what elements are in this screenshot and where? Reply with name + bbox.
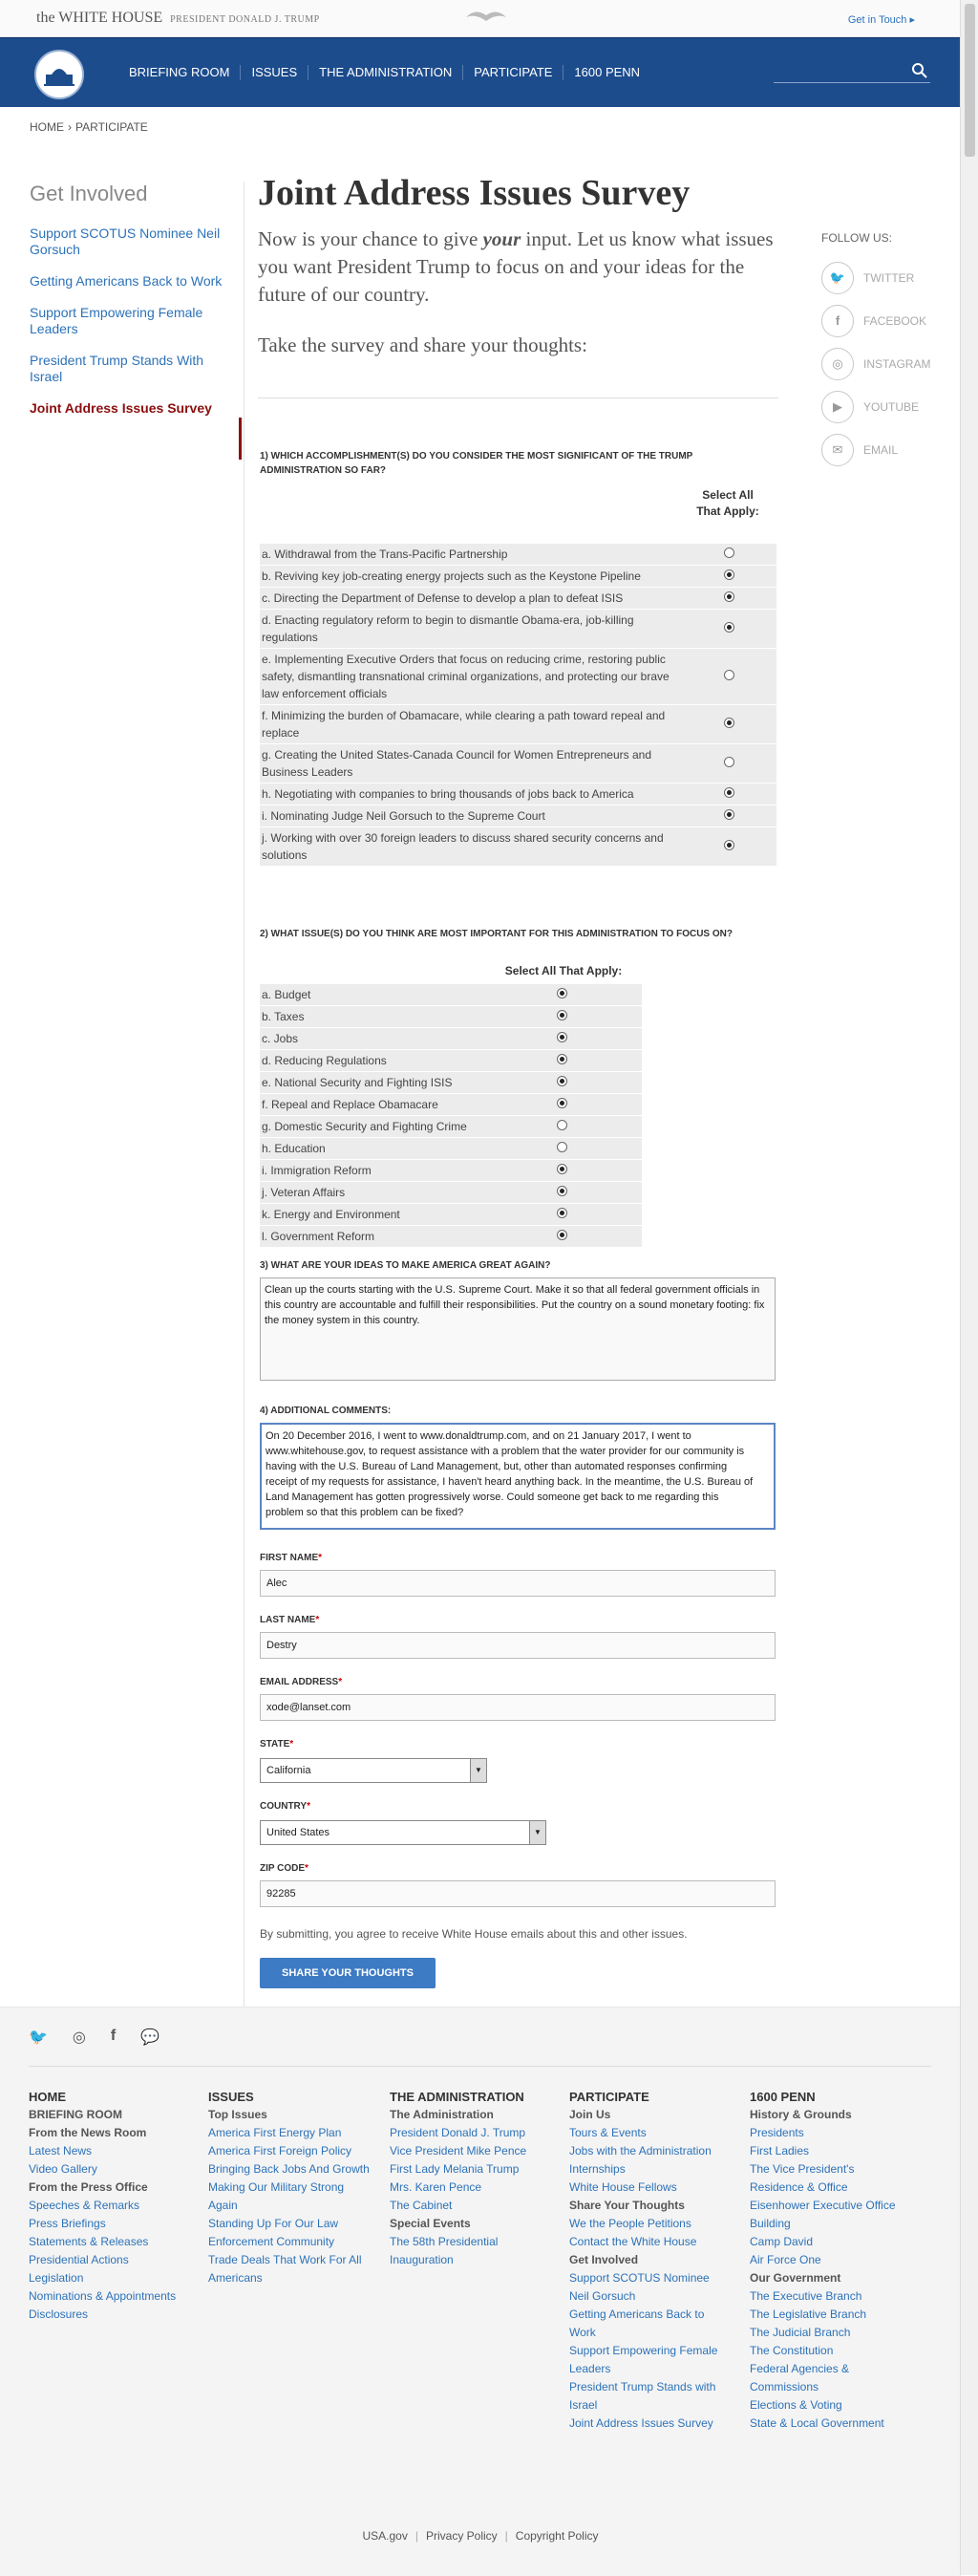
disclaimer: By submitting, you agree to receive White House emails about this and other issues. bbox=[260, 1927, 688, 1941]
follow-facebook[interactable] bbox=[821, 299, 930, 342]
q2-option-cell bbox=[481, 1094, 642, 1116]
main-nav bbox=[0, 37, 961, 107]
last-name-field[interactable]: Destry bbox=[260, 1632, 776, 1659]
q1-option-radio[interactable] bbox=[724, 569, 734, 580]
q2-option-cell bbox=[481, 1028, 642, 1050]
state-label bbox=[260, 1739, 293, 1750]
youtube-icon[interactable]: ▶ bbox=[821, 391, 854, 423]
footer-subheading[interactable]: From the News Room bbox=[29, 2126, 147, 2139]
state-label-text: STATE bbox=[260, 1739, 290, 1750]
q2-option-label: g. Domestic Security and Fighting Crime bbox=[260, 1116, 481, 1138]
q1-option-cell bbox=[682, 544, 776, 566]
q2-option-label: b. Taxes bbox=[260, 1006, 481, 1028]
footer-link[interactable]: President Donald J. Trump bbox=[390, 2126, 526, 2139]
eagle-seal-icon bbox=[464, 6, 508, 27]
footer-link[interactable]: White House Fellows bbox=[569, 2180, 677, 2194]
q1-option-cell bbox=[682, 566, 776, 588]
q1-option-row bbox=[260, 705, 776, 744]
required-mark: * bbox=[315, 1615, 320, 1625]
q2-option-cell bbox=[481, 1204, 642, 1226]
scrollbar-thumb[interactable] bbox=[965, 4, 975, 157]
facebook-icon[interactable]: f bbox=[821, 305, 854, 337]
follow-label[interactable]: EMAIL bbox=[863, 442, 899, 457]
q1-option-cell bbox=[682, 744, 776, 784]
footer-link[interactable]: America First Energy Plan bbox=[208, 2126, 342, 2139]
footer-link[interactable]: Latest News bbox=[29, 2144, 93, 2157]
nav-item-briefing-room[interactable]: BRIEFING ROOM bbox=[118, 65, 241, 80]
divider bbox=[258, 397, 778, 398]
footer-link[interactable]: First Lady Melania Trump bbox=[390, 2162, 520, 2176]
q1-option-cell bbox=[682, 588, 776, 610]
footer-col-administration bbox=[390, 2088, 562, 2269]
brand-subtitle: PRESIDENT DONALD J. TRUMP bbox=[170, 14, 320, 25]
q1-option-label: d. Enacting regulatory reform to begin to dismantle Obama-era, job-killing regulations bbox=[260, 610, 682, 649]
q1-option-radio[interactable] bbox=[724, 840, 734, 850]
q2-option-row bbox=[260, 1006, 642, 1028]
footer-link[interactable]: Jobs with the Administration bbox=[569, 2144, 712, 2157]
q1-option-row bbox=[260, 784, 776, 805]
country-select[interactable] bbox=[260, 1820, 546, 1845]
q2-option-radio[interactable] bbox=[557, 1186, 567, 1196]
q1-option-radio[interactable] bbox=[724, 670, 734, 680]
footer-social bbox=[29, 2028, 184, 2047]
q1-option-label: b. Reviving key job-creating energy projects such as the Keystone Pipeline bbox=[260, 566, 682, 588]
breadcrumb-home[interactable]: HOME bbox=[30, 120, 64, 134]
q1-option-row bbox=[260, 544, 776, 566]
email-label bbox=[260, 1677, 342, 1687]
required-mark: * bbox=[305, 1863, 308, 1874]
email-field[interactable]: xode@lanset.com bbox=[260, 1694, 776, 1721]
q2-option-row bbox=[260, 1116, 642, 1138]
first-name-field[interactable]: Alec bbox=[260, 1570, 776, 1597]
footer-link[interactable]: Trade Deals That Work For All Americans bbox=[208, 2253, 362, 2285]
footer-link[interactable]: Bringing Back Jobs And Growth bbox=[208, 2162, 370, 2176]
required-mark: * bbox=[338, 1677, 343, 1687]
q2-option-radio[interactable] bbox=[557, 1098, 567, 1108]
q1-option-row bbox=[260, 566, 776, 588]
footer-link[interactable]: Nominations & Appointments bbox=[29, 2289, 177, 2303]
ideas-textarea[interactable]: Clean up the courts starting with the U.S. Supreme Court. Make it so that all federal government officials in this country are accountable and fulfill their responsibilities. Put the country on a sound monetary footing: fix the money system in this country. bbox=[260, 1277, 776, 1381]
q2-option-cell bbox=[481, 1116, 642, 1138]
footer-link[interactable]: Support Empowering Female Leaders bbox=[569, 2344, 718, 2375]
required-mark: * bbox=[289, 1739, 294, 1750]
q1-option-row bbox=[260, 649, 776, 705]
footer-link-privacy[interactable]: Privacy Policy bbox=[425, 2529, 498, 2543]
footer-subheading[interactable]: The Administration bbox=[390, 2108, 494, 2121]
sidebar-item-survey[interactable]: Joint Address Issues Survey bbox=[30, 400, 212, 416]
footer-link[interactable]: Federal Agencies & Commissions bbox=[750, 2362, 850, 2394]
follow-label[interactable]: TWITTER bbox=[863, 270, 915, 285]
twitter-icon[interactable]: 🐦 bbox=[29, 2029, 48, 2046]
q1-option-row bbox=[260, 744, 776, 784]
footer-heading[interactable]: THE ADMINISTRATION bbox=[390, 2090, 524, 2104]
footer-link[interactable]: Support SCOTUS Nominee Neil Gorsuch bbox=[569, 2271, 710, 2303]
facebook-icon[interactable]: f bbox=[110, 2028, 117, 2044]
q1-option-radio[interactable] bbox=[724, 547, 734, 558]
follow-twitter[interactable] bbox=[821, 256, 930, 299]
follow-label[interactable]: FACEBOOK bbox=[863, 313, 927, 328]
footer-link[interactable]: Disclosures bbox=[29, 2308, 89, 2321]
q4-question: 4) ADDITIONAL COMMENTS: bbox=[260, 1406, 392, 1416]
footer-col-home bbox=[29, 2088, 201, 2324]
q1-option-label: c. Directing the Department of Defense to develop a plan to defeat ISIS bbox=[260, 588, 682, 610]
last-name-label bbox=[260, 1615, 319, 1625]
q2-option-row bbox=[260, 1094, 642, 1116]
footer-link[interactable]: First Ladies bbox=[750, 2144, 810, 2157]
chevron-down-icon[interactable]: ▼ bbox=[470, 1759, 486, 1782]
q2-option-radio[interactable] bbox=[557, 1032, 567, 1042]
search-icon[interactable] bbox=[911, 62, 928, 79]
q2-option-row bbox=[260, 1072, 642, 1094]
q2-option-row bbox=[260, 1050, 642, 1072]
q2-option-cell bbox=[481, 1160, 642, 1182]
sidebar-item-female-leaders[interactable]: Support Empowering Female Leaders bbox=[30, 305, 203, 336]
q1-option-radio[interactable] bbox=[724, 622, 734, 633]
page-title: Joint Address Issues Survey bbox=[258, 173, 691, 213]
instagram-icon[interactable]: ◎ bbox=[72, 2029, 86, 2046]
q1-option-cell bbox=[682, 649, 776, 705]
q2-question: 2) WHAT ISSUE(S) DO YOU THINK ARE MOST IMPORTANT FOR THIS ADMINISTRATION TO FOCUS ON? bbox=[260, 929, 733, 939]
chat-icon[interactable]: 💬 bbox=[140, 2029, 160, 2046]
twitter-icon[interactable]: 🐦 bbox=[821, 262, 854, 294]
q2-option-radio[interactable] bbox=[557, 1164, 567, 1174]
q1-option-label: h. Negotiating with companies to bring thousands of jobs back to America bbox=[260, 784, 682, 805]
required-mark: * bbox=[318, 1553, 323, 1563]
q2-option-radio[interactable] bbox=[557, 988, 567, 998]
intro-text bbox=[258, 225, 778, 309]
footer-link[interactable]: Tours & Events bbox=[569, 2126, 647, 2139]
zip-field[interactable]: 92285 bbox=[260, 1880, 776, 1907]
q1-option-cell bbox=[682, 805, 776, 827]
footer-link[interactable]: Camp David bbox=[750, 2235, 814, 2248]
q2-option-radio[interactable] bbox=[557, 1208, 567, 1218]
q3-question: 3) WHAT ARE YOUR IDEAS TO MAKE AMERICA GREAT AGAIN? bbox=[260, 1260, 551, 1271]
footer-link[interactable]: The Executive Branch bbox=[750, 2289, 862, 2303]
footer-link[interactable]: Presidential Actions bbox=[29, 2253, 129, 2266]
q2-option-label: k. Energy and Environment bbox=[260, 1204, 481, 1226]
footer-link[interactable]: President Trump Stands with Israel bbox=[569, 2380, 716, 2412]
q2-option-row bbox=[260, 1226, 642, 1248]
footer-link[interactable]: The Judicial Branch bbox=[750, 2326, 851, 2339]
footer-link[interactable]: Making Our Military Strong Again bbox=[208, 2180, 345, 2212]
q2-option-label: d. Reducing Regulations bbox=[260, 1050, 481, 1072]
follow-youtube[interactable] bbox=[821, 385, 930, 428]
q2-option-radio[interactable] bbox=[557, 1076, 567, 1086]
q1-option-cell bbox=[682, 784, 776, 805]
q2-column-header: Select All That Apply: bbox=[504, 964, 623, 977]
q2-option-label: h. Education bbox=[260, 1138, 481, 1160]
footer-link[interactable]: We the People Petitions bbox=[569, 2217, 691, 2230]
q1-option-label: i. Nominating Judge Neil Gorsuch to the Supreme Court bbox=[260, 805, 682, 827]
sidebar-title: Get Involved bbox=[30, 182, 148, 205]
state-value: California bbox=[266, 1765, 311, 1776]
q2-option-cell bbox=[481, 1182, 642, 1204]
country-value: United States bbox=[266, 1827, 330, 1838]
footer-link[interactable]: Legislation bbox=[29, 2271, 84, 2285]
footer-heading[interactable]: ISSUES bbox=[208, 2090, 254, 2104]
q2-option-label: l. Government Reform bbox=[260, 1226, 481, 1248]
footer-link[interactable]: Air Force One bbox=[750, 2253, 821, 2266]
q1-option-label: e. Implementing Executive Orders that focus on reducing crime, restoring public safety, dismantling transnational criminal organizations, and protecting our brave law enforcement officials bbox=[260, 649, 682, 705]
q1-option-cell bbox=[682, 610, 776, 649]
q2-option-row bbox=[260, 1028, 642, 1050]
footer-link[interactable]: Video Gallery bbox=[29, 2162, 97, 2176]
last-name-label-text: LAST NAME bbox=[260, 1615, 316, 1625]
breadcrumb bbox=[30, 120, 152, 134]
footer-link[interactable]: Internships bbox=[569, 2162, 626, 2176]
footer-subheading[interactable]: From the Press Office bbox=[29, 2180, 148, 2194]
footer-link[interactable]: The Cabinet bbox=[390, 2199, 453, 2212]
q2-option-cell bbox=[481, 984, 642, 1006]
q1-option-radio[interactable] bbox=[724, 787, 734, 798]
sidebar-item-scotus[interactable]: Support SCOTUS Nominee Neil Gorsuch bbox=[30, 225, 221, 257]
breadcrumb-participate[interactable]: PARTICIPATE bbox=[75, 120, 148, 134]
q2-option-label: f. Repeal and Replace Obamacare bbox=[260, 1094, 481, 1116]
footer-link[interactable]: Speeches & Remarks bbox=[29, 2199, 140, 2212]
email-label-text: EMAIL ADDRESS bbox=[260, 1677, 339, 1687]
sidebar bbox=[30, 182, 230, 432]
sidebar-item-jobs[interactable]: Getting Americans Back to Work bbox=[30, 273, 223, 289]
footer-col-1600-penn bbox=[750, 2088, 903, 2433]
required-mark: * bbox=[307, 1801, 310, 1812]
q2-option-row bbox=[260, 1204, 642, 1226]
breadcrumb-separator: › bbox=[68, 120, 72, 134]
intro-emphasis: your bbox=[482, 227, 521, 250]
q1-option-row bbox=[260, 610, 776, 649]
intro-part-b: input. Let us know what issues you want President Trump to focus on and your ideas for the future of our country. bbox=[258, 227, 774, 306]
nav-item-participate[interactable]: PARTICIPATE bbox=[463, 65, 563, 80]
active-indicator bbox=[239, 418, 242, 460]
footer-link[interactable]: Joint Address Issues Survey bbox=[569, 2416, 713, 2430]
footer-link[interactable]: Standing Up For Our Law Enforcement Community bbox=[208, 2217, 339, 2248]
state-select[interactable] bbox=[260, 1758, 487, 1783]
footer-link[interactable]: Vice President Mike Pence bbox=[390, 2144, 527, 2157]
q2-option-radio[interactable] bbox=[557, 1230, 567, 1240]
q1-option-label: j. Working with over 30 foreign leaders to discuss shared security concerns and solutions bbox=[260, 827, 682, 867]
footer-separator: | bbox=[504, 2529, 508, 2543]
get-in-touch-link[interactable]: Get in Touch ▸ bbox=[847, 14, 915, 26]
q1-option-radio[interactable] bbox=[724, 757, 734, 767]
first-name-label-text: FIRST NAME bbox=[260, 1553, 319, 1563]
brand[interactable] bbox=[36, 10, 320, 27]
q2-option-cell bbox=[481, 1006, 642, 1028]
q2-option-radio[interactable] bbox=[557, 1010, 567, 1020]
q2-option-row bbox=[260, 1138, 642, 1160]
q2-option-radio[interactable] bbox=[557, 1120, 567, 1130]
q2-option-label: i. Immigration Reform bbox=[260, 1160, 481, 1182]
q1-option-row bbox=[260, 827, 776, 867]
chevron-down-icon[interactable]: ▼ bbox=[529, 1821, 545, 1844]
q2-option-row bbox=[260, 1160, 642, 1182]
footer-link[interactable]: Contact the White House bbox=[569, 2235, 697, 2248]
submit-button[interactable]: SHARE YOUR THOUGHTS bbox=[260, 1958, 436, 1988]
footer-link[interactable]: America First Foreign Policy bbox=[208, 2144, 352, 2157]
footer-heading[interactable]: 1600 PENN bbox=[750, 2090, 816, 2104]
nav-items bbox=[118, 65, 650, 80]
footer-subheading[interactable]: Share Your Thoughts bbox=[569, 2199, 685, 2212]
footer-link[interactable]: The 58th Presidential Inauguration bbox=[390, 2235, 499, 2266]
brand-name: the WHITE HOUSE bbox=[36, 10, 163, 26]
footer-link[interactable]: Press Briefings bbox=[29, 2217, 106, 2230]
q1-option-radio[interactable] bbox=[724, 809, 734, 820]
q2-option-cell bbox=[481, 1138, 642, 1160]
footer-col-participate bbox=[569, 2088, 732, 2433]
footer-link[interactable]: Statements & Releases bbox=[29, 2235, 149, 2248]
email-icon[interactable]: ✉ bbox=[821, 434, 854, 466]
footer-bottom-links bbox=[0, 2529, 961, 2543]
q2-option-row bbox=[260, 984, 642, 1006]
scrollbar[interactable] bbox=[960, 0, 978, 2575]
intro-part-a: Now is your chance to give bbox=[258, 227, 483, 250]
follow-title: FOLLOW US: bbox=[821, 231, 893, 245]
q1-option-label: a. Withdrawal from the Trans-Pacific Partnership bbox=[260, 544, 682, 566]
q1-option-radio[interactable] bbox=[724, 591, 734, 602]
footer-subheading[interactable]: History & Grounds bbox=[750, 2108, 852, 2121]
follow-label[interactable]: YOUTUBE bbox=[863, 399, 920, 414]
country-label-text: COUNTRY bbox=[260, 1801, 308, 1812]
footer-separator: | bbox=[415, 2529, 418, 2543]
follow-us bbox=[821, 231, 930, 471]
follow-instagram[interactable] bbox=[821, 342, 930, 385]
q1-option-cell bbox=[682, 705, 776, 744]
follow-label[interactable]: INSTAGRAM bbox=[863, 356, 931, 371]
q2-option-radio[interactable] bbox=[557, 1054, 567, 1064]
comments-textarea[interactable]: On 20 December 2016, I went to www.donaldtrump.com, and on 21 January 2017, I went to www.whitehouse.gov, to request assistance with a problem that the water provider for our community is having with the U.S. Bureau of Land Management, but, other than automated responses confirming receipt of my requests for assistance, I haven't heard anything back. In the meantime, the U.S. Bureau of Land Management has gotten progressively worse. Could someone get back to me regarding this problem so that this problem can be fixed? bbox=[260, 1423, 776, 1530]
footer-link[interactable]: The Constitution bbox=[750, 2344, 834, 2357]
zip-label bbox=[260, 1863, 308, 1874]
q1-option-cell bbox=[682, 827, 776, 867]
search-input[interactable] bbox=[774, 61, 930, 83]
top-bar bbox=[0, 0, 961, 37]
nav-item-administration[interactable]: THE ADMINISTRATION bbox=[308, 65, 463, 80]
q1-option-label: g. Creating the United States-Canada Council for Women Entrepreneurs and Business Leaders bbox=[260, 744, 682, 784]
footer-link[interactable]: The Vice President's Residence & Office bbox=[750, 2162, 855, 2194]
footer-subheading[interactable]: BRIEFING ROOM bbox=[29, 2108, 122, 2121]
page bbox=[0, 0, 961, 107]
footer-subheading[interactable]: Get Involved bbox=[569, 2253, 639, 2266]
footer-subheading[interactable]: Our Government bbox=[750, 2271, 841, 2285]
q2-option-cell bbox=[481, 1050, 642, 1072]
country-label bbox=[260, 1801, 310, 1812]
q1-question: 1) WHICH ACCOMPLISHMENT(S) DO YOU CONSIDER THE MOST SIGNIFICANT OF THE TRUMP ADMINISTRATION SO FAR? bbox=[260, 451, 693, 476]
q2-option-label: c. Jobs bbox=[260, 1028, 481, 1050]
footer-divider bbox=[29, 2066, 931, 2067]
q1-column-header: Select All That Apply: bbox=[696, 488, 759, 518]
footer-link[interactable]: State & Local Government bbox=[750, 2416, 884, 2430]
footer-link-copyright[interactable]: Copyright Policy bbox=[515, 2529, 599, 2543]
follow-email[interactable] bbox=[821, 428, 930, 471]
footer-link[interactable]: Elections & Voting bbox=[750, 2398, 842, 2412]
footer-heading[interactable]: PARTICIPATE bbox=[569, 2090, 649, 2104]
survey-prompt: Take the survey and share your thoughts: bbox=[258, 333, 587, 356]
first-name-label bbox=[260, 1553, 322, 1563]
footer-subheading[interactable]: Join Us bbox=[569, 2108, 611, 2121]
sidebar-item-israel[interactable]: President Trump Stands With Israel bbox=[30, 353, 204, 384]
q2-table bbox=[260, 983, 642, 1248]
q2-option-label: j. Veteran Affairs bbox=[260, 1182, 481, 1204]
white-house-logo-icon[interactable] bbox=[34, 50, 84, 99]
q2-option-row bbox=[260, 1182, 642, 1204]
footer-link-usa-gov[interactable]: USA.gov bbox=[362, 2529, 408, 2543]
nav-item-1600-penn[interactable]: 1600 PENN bbox=[574, 65, 641, 79]
q2-option-cell bbox=[481, 1072, 642, 1094]
zip-label-text: ZIP CODE bbox=[260, 1863, 306, 1874]
q2-option-cell bbox=[481, 1226, 642, 1248]
footer-link[interactable]: Getting Americans Back to Work bbox=[569, 2308, 705, 2339]
footer-subheading[interactable]: Special Events bbox=[390, 2217, 471, 2230]
q1-option-radio[interactable] bbox=[724, 718, 734, 728]
q1-option-row bbox=[260, 588, 776, 610]
q1-option-row bbox=[260, 805, 776, 827]
footer-col-issues bbox=[208, 2088, 371, 2287]
footer-heading[interactable]: HOME bbox=[29, 2090, 66, 2104]
main-content bbox=[258, 172, 778, 398]
q2-option-radio[interactable] bbox=[557, 1142, 567, 1152]
footer-link[interactable]: Presidents bbox=[750, 2126, 804, 2139]
q2-option-label: a. Budget bbox=[260, 984, 481, 1006]
footer-link[interactable]: Eisenhower Executive Office Building bbox=[750, 2199, 896, 2230]
footer-link[interactable]: The Legislative Branch bbox=[750, 2308, 867, 2321]
q1-table bbox=[260, 543, 776, 867]
nav-item-issues[interactable]: ISSUES bbox=[241, 65, 308, 80]
footer-link[interactable]: Mrs. Karen Pence bbox=[390, 2180, 482, 2194]
q2-option-label: e. National Security and Fighting ISIS bbox=[260, 1072, 481, 1094]
q1-option-label: f. Minimizing the burden of Obamacare, while clearing a path toward repeal and replace bbox=[260, 705, 682, 744]
instagram-icon[interactable]: ◎ bbox=[821, 348, 854, 380]
footer-subheading[interactable]: Top Issues bbox=[208, 2108, 267, 2121]
